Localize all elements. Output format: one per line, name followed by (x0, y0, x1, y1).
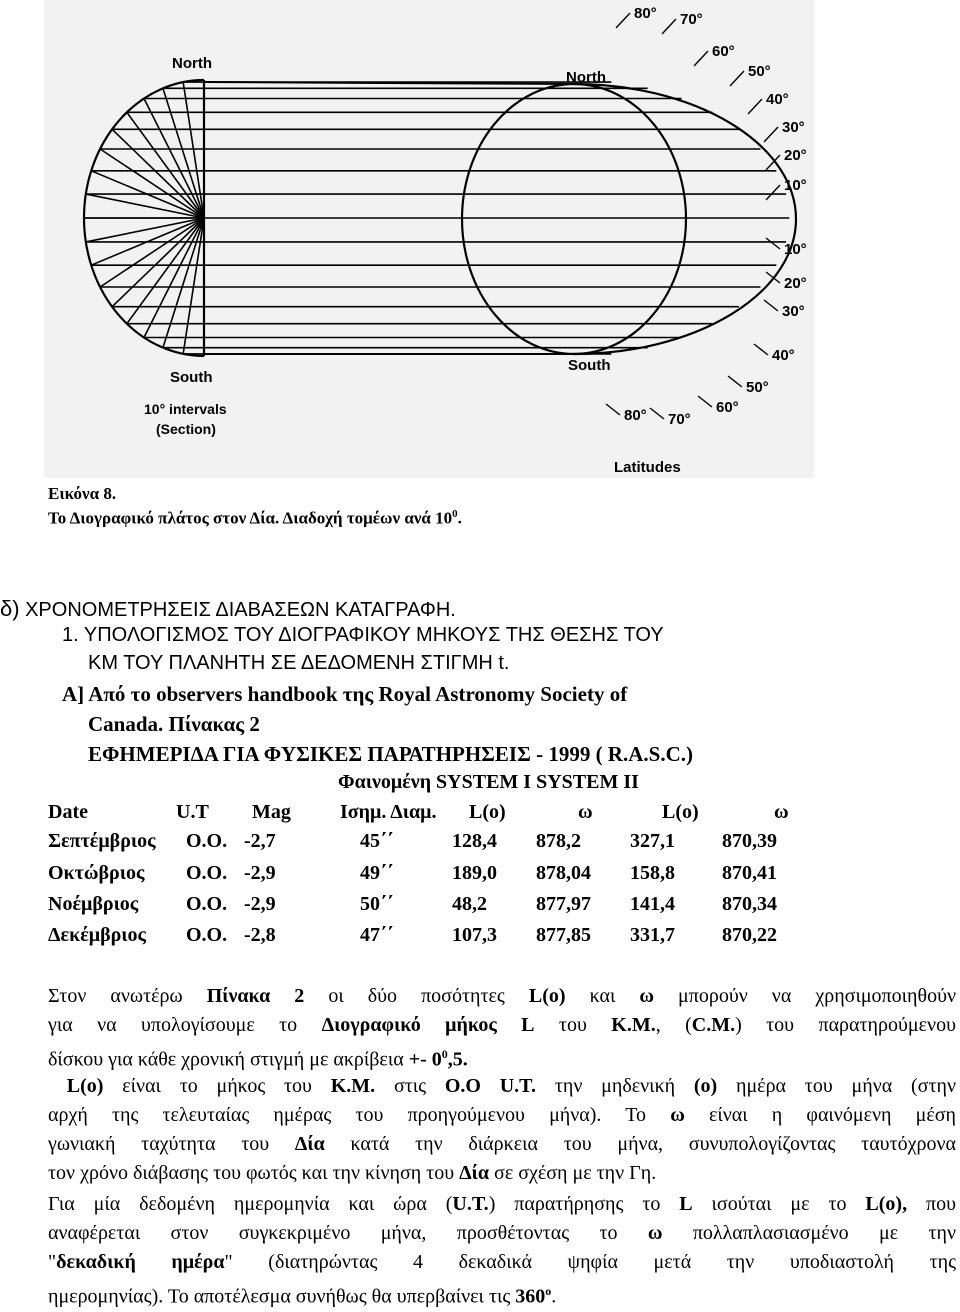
south-lat-label: 20° (784, 275, 807, 292)
cell-mag: -2,9 (244, 862, 276, 884)
col-mag: Mag (252, 801, 291, 823)
left-north-label: North (172, 55, 212, 72)
south-lat-label: 60° (716, 399, 739, 416)
p3-line4: ημερομηνίας). Το αποτέλεσμα συνήθως θα υπερβαίνει τις 360$^o$. (48, 1284, 557, 1308)
cell-w2: 870,22 (722, 924, 777, 946)
section-heading-text: ΧΡΟΝΟΜΕΤΡΗΣΕΙΣ ΔΙΑΒΑΣΕΩΝ ΚΑΤΑΓΡΑΦΗ. (25, 599, 456, 621)
p3-line1: Για μία δεδομένη ημερομηνία και ώρα (U.T.) παρατήρησης το L ισούται με το L(o), που (48, 1193, 957, 1215)
cell-l2: 141,4 (630, 893, 675, 915)
cell-w2: 870,39 (722, 830, 777, 852)
item1-line2: ΚΜ ΤΟΥ ΠΛΑΝΗΤΗ ΣΕ ΔΕΔΟΜΕΝΗ ΣΤΙΓΜΗ t. (88, 652, 510, 674)
cell-ut: Ο.Ο. (186, 862, 228, 884)
north-lat-tick (616, 13, 630, 28)
latitudes-label: Latitudes (614, 459, 681, 476)
p2-line3: γωνιακή ταχύτητα του Δία κατά την διάρκεια του μήνα, συνυπολογίζοντας ταυτόχρονα (48, 1133, 957, 1155)
col-ut: U.T (176, 801, 209, 823)
south-lat-tick (650, 408, 664, 419)
south-lat-label: 30° (782, 303, 805, 320)
paragraph-1 (48, 982, 956, 1069)
p2-line1: L(o) είναι το μήκος του Κ.Μ. στις Ο.Ο U.T. την μηδενική (o) ημέρα του μήνα (στην (66, 1075, 956, 1097)
table-header-row (48, 801, 948, 827)
cell-ut: Ο.Ο. (186, 830, 228, 852)
sub-line2: Canada. Πίνακας 2 (88, 712, 260, 736)
section-heading (0, 596, 456, 622)
p2-line2: αρχή της τελευταίας ημέρας του προηγούμενου μήνα). Το ω είναι η φαινόμενη μέση (48, 1104, 956, 1126)
cell-mag: -2,9 (244, 893, 276, 915)
north-lat-tick (748, 99, 762, 114)
north-lat-tick (766, 155, 780, 170)
caption-sup: 0 (452, 508, 458, 520)
north-lat-label: 10° (784, 177, 807, 194)
col-w2: ω (774, 801, 789, 823)
north-lat-tick (694, 51, 708, 66)
cell-month: Δεκέμβριος (48, 924, 146, 946)
north-lat-tick (662, 19, 676, 34)
north-lat-label: 20° (784, 147, 807, 164)
cell-w2: 870,34 (722, 893, 777, 915)
right-south-label: South (568, 357, 611, 374)
cell-w1: 878,2 (536, 830, 581, 852)
cell-l2: 327,1 (630, 830, 675, 852)
south-lat-label: 80° (624, 407, 647, 424)
cell-mag: -2,7 (244, 830, 276, 852)
north-lat-tick (766, 185, 780, 200)
north-lat-tick (764, 127, 778, 142)
intervals-section-label: (Section) (156, 421, 216, 437)
cell-w1: 877,85 (536, 924, 591, 946)
north-lat-tick (730, 71, 744, 86)
cell-w1: 877,97 (536, 893, 591, 915)
cell-l2: 331,7 (630, 924, 675, 946)
south-lat-tick (606, 404, 620, 415)
col-w1: ω (578, 801, 593, 823)
south-lat-label: 40° (772, 347, 795, 364)
north-lat-label: 80° (634, 5, 657, 22)
cell-month: Σεπτέμβριος (48, 830, 156, 852)
cell-ut: Ο.Ο. (186, 924, 228, 946)
cell-l2: 158,8 (630, 862, 675, 884)
north-lat-label: 40° (766, 91, 789, 108)
cell-diam: 45΄΄ (360, 830, 394, 852)
south-lat-tick (766, 238, 780, 249)
north-lat-label: 30° (782, 119, 805, 136)
col-date: Date (48, 801, 88, 823)
col-l2: L(o) (662, 801, 699, 823)
south-lat-label: 50° (746, 379, 769, 396)
caption-end: . (457, 508, 462, 528)
cell-diam: 47΄΄ (360, 924, 394, 946)
cell-l1: 48,2 (452, 893, 487, 915)
item1-line1: 1. ΥΠΟΛΟΓΙΣΜΟΣ ΤΟΥ ΔΙΟΓΡΑΦΙΚΟΥ ΜΗΚΟΥΣ ΤΗΣ ΘΕΣΗΣ ΤΟΥ (62, 624, 664, 646)
left-south-label: South (170, 369, 213, 386)
cell-month: Νοέμβριος (48, 893, 139, 915)
col-diam: Ισημ. Διαμ. (340, 801, 437, 823)
cell-diam: 50΄΄ (360, 893, 394, 915)
figure-caption-title: Εικόνα 8. (48, 484, 117, 503)
south-lat-label: 10° (784, 241, 807, 258)
sub-line1: Α] Από το observers handbook της Royal Astronomy Society of (62, 682, 628, 706)
latitude-labels (624, 5, 807, 428)
cell-ut: Ο.Ο. (186, 893, 228, 915)
cell-diam: 49΄΄ (360, 862, 394, 884)
p3-line3: "δεκαδική ημέρα" (διατηρώντας 4 δεκαδικά ψηφία μετά την υποδιαστολή της (48, 1251, 957, 1273)
table-row (48, 924, 948, 950)
cell-w1: 878,04 (536, 862, 591, 884)
p2-line4: τον χρόνο διάβασης του φωτός και την κίνηση του Δία σε σχέση με την Γη. (48, 1162, 657, 1184)
section-prefix: δ) (0, 596, 20, 621)
north-lat-label: 50° (748, 63, 771, 80)
south-lat-tick (764, 300, 778, 311)
caption-text: Το Διογραφικό πλάτος στον Δία. Διαδοχή τομέων ανά 10 (48, 508, 453, 528)
p1-line1: Στον ανωτέρω Πίνακα 2 οι δύο ποσότητες L(o) και ω μπορούν να χρησιμοποιηθούν (48, 985, 957, 1007)
cell-mag: -2,8 (244, 924, 276, 946)
sub-line3: ΕΦΗΜΕΡΙΔΑ ΓΙΑ ΦΥΣΙΚΕΣ ΠΑΡΑΤΗΡΗΣΕΙΣ - 1999 ( R.A.S.C.) (88, 742, 693, 766)
paragraph-3 (48, 1190, 956, 1306)
jupiter-latitude-diagram (44, 0, 814, 478)
table-row (48, 893, 948, 919)
table-group-header: Φαινομένη SYSTEM I SYSTEM II (338, 771, 639, 793)
cell-l1: 107,3 (452, 924, 497, 946)
south-lat-label: 70° (668, 411, 691, 428)
planet-disk-right (462, 84, 686, 354)
south-lat-tick (754, 344, 768, 355)
cell-w2: 870,41 (722, 862, 777, 884)
intervals-label: 10° intervals (144, 401, 227, 417)
cell-month: Οκτώβριος (48, 862, 145, 884)
figure-caption-text (48, 508, 462, 529)
col-l1: L(o) (469, 801, 506, 823)
p1-line3: δίσκου για κάθε χρονική στιγμή με $\alpha\kappa\rho ί\beta\varepsilon\iota\alpha +- 0^0,5$. (48, 1047, 468, 1071)
south-lat-tick (728, 376, 742, 387)
table-row (48, 862, 948, 888)
right-north-label: North (566, 69, 606, 86)
cell-l1: 189,0 (452, 862, 497, 884)
paragraph-2 (48, 1072, 956, 1188)
table-row (48, 830, 948, 856)
south-lat-tick (698, 396, 712, 407)
p1-line2: για να υπολογίσουμε το Διογραφικό μήκος L του Κ.Μ., (C.M.) του παρατηρούμενου (48, 1014, 956, 1036)
latitude-sections-figure (44, 0, 814, 478)
cell-l1: 128,4 (452, 830, 497, 852)
north-lat-label: 60° (712, 43, 735, 60)
north-lat-label: 70° (680, 11, 703, 28)
p3-line2: αναφέρεται στον συγκεκριμένο μήνα, προσθέτοντας το ω πολλαπλασιασμένο με την (48, 1222, 956, 1244)
